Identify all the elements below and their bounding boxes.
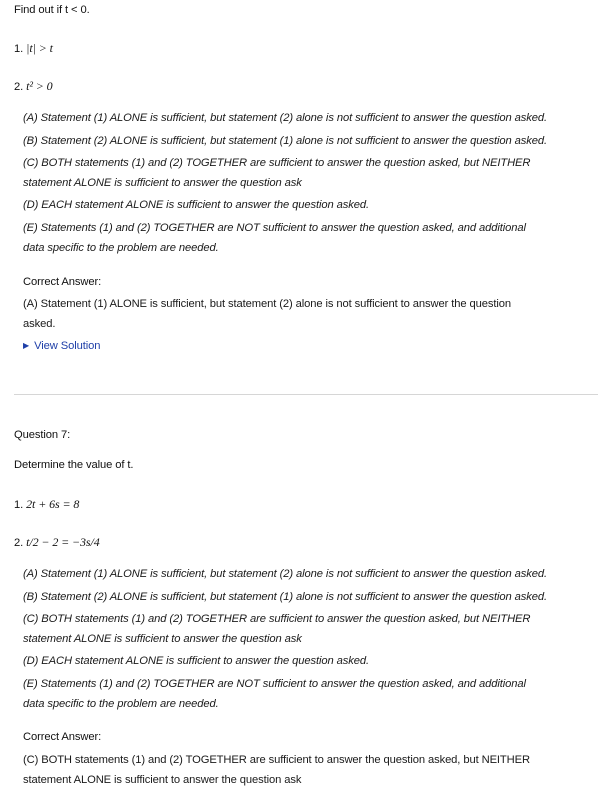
q6-correct-answer-line1: (A) Statement (1) ALONE is sufficient, but statement (2) alone is not sufficient to answer the question <box>23 298 512 310</box>
view-solution-label: View Solution <box>34 340 101 352</box>
q7-statement-2 <box>14 535 100 550</box>
q6-prompt: Find out if t < 0. <box>14 4 90 16</box>
statement-expression: |t| > t <box>26 41 53 55</box>
q6-option-a: (A) Statement (1) ALONE is sufficient, but statement (2) alone is not sufficient to answer the question asked. <box>23 112 547 124</box>
section-divider <box>14 394 598 395</box>
q7-correct-answer-label: Correct Answer: <box>23 731 102 743</box>
q7-option-c-line1: (C) BOTH statements (1) and (2) TOGETHER are sufficient to answer the question asked, but NEITHER <box>23 613 531 625</box>
q7-statement-1 <box>14 497 79 512</box>
statement-expression: t² > 0 <box>26 79 53 93</box>
q6-statement-2 <box>14 79 53 94</box>
q6-correct-answer-label: Correct Answer: <box>23 276 102 288</box>
q7-option-d: (D) EACH statement ALONE is sufficient to answer the question asked. <box>23 655 369 667</box>
q7-option-a: (A) Statement (1) ALONE is sufficient, but statement (2) alone is not sufficient to answer the question asked. <box>23 568 547 580</box>
q6-option-c-line1: (C) BOTH statements (1) and (2) TOGETHER are sufficient to answer the question asked, but NEITHER <box>23 157 531 169</box>
q6-option-e-line2: data specific to the problem are needed. <box>23 242 219 254</box>
q7-correct-answer-line1: (C) BOTH statements (1) and (2) TOGETHER are sufficient to answer the question asked, but NEITHER <box>23 754 530 766</box>
statement-expression: 2t + 6s = 8 <box>26 497 80 511</box>
view-solution-toggle[interactable] <box>23 340 100 352</box>
q6-correct-answer-line2: asked. <box>23 318 56 330</box>
q7-heading: Question 7: <box>14 429 71 441</box>
statement-expression: t/2 − 2 = −3s/4 <box>26 535 100 549</box>
q7-option-e-line1: (E) Statements (1) and (2) TOGETHER are NOT sufficient to answer the question asked, and additional <box>23 678 526 690</box>
q6-option-c-line2: statement ALONE is sufficient to answer the question ask <box>23 177 302 189</box>
statement-number: 2. <box>14 81 24 93</box>
q7-prompt: Determine the value of t. <box>14 459 134 471</box>
statement-number: 1. <box>14 499 24 511</box>
q7-option-c-line2: statement ALONE is sufficient to answer the question ask <box>23 633 302 645</box>
q6-option-e-line1: (E) Statements (1) and (2) TOGETHER are NOT sufficient to answer the question asked, and additional <box>23 222 526 234</box>
q7-correct-answer-line2: statement ALONE is sufficient to answer the question ask <box>23 774 302 786</box>
q7-option-e-line2: data specific to the problem are needed. <box>23 698 219 710</box>
q7-option-b: (B) Statement (2) ALONE is sufficient, but statement (1) alone is not sufficient to answer the question asked. <box>23 591 547 603</box>
q6-option-b: (B) Statement (2) ALONE is sufficient, but statement (1) alone is not sufficient to answer the question asked. <box>23 135 547 147</box>
statement-number: 1. <box>14 43 24 55</box>
statement-number: 2. <box>14 537 24 549</box>
triangle-right-icon: ▶ <box>23 341 30 350</box>
q6-statement-1 <box>14 41 53 56</box>
q6-option-d: (D) EACH statement ALONE is sufficient to answer the question asked. <box>23 199 369 211</box>
